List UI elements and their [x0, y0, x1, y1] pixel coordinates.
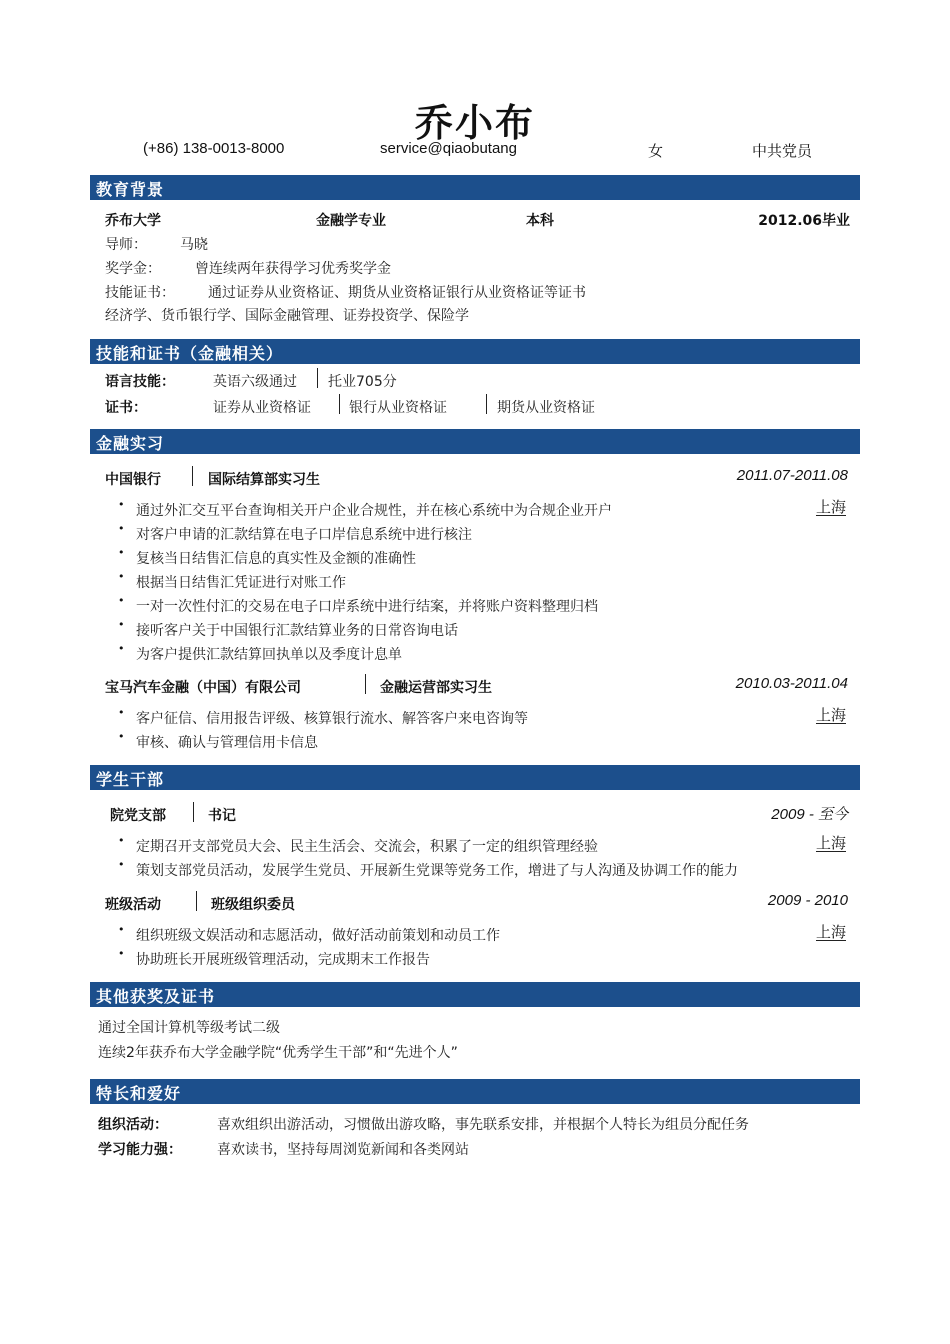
cadre-role: 班级组织委员: [211, 897, 295, 913]
language-skill-1: 英语六级通过: [213, 374, 297, 390]
list-item: 为客户提供汇款结算回执单以及季度计息单: [136, 647, 402, 663]
bullet-icon: •: [118, 522, 125, 535]
cadre-org: 院党支部: [110, 808, 166, 824]
political-status: 中共党员: [752, 142, 813, 160]
internship-location: 上海: [815, 706, 846, 724]
cert-label: 技能证书：: [105, 285, 175, 301]
degree: 本科: [526, 213, 554, 229]
email-address: service@qiaobutang: [380, 140, 517, 157]
scholarship-text: 曾连续两年获得学习优秀奖学金: [195, 261, 391, 277]
hobby-label: 组织活动：: [98, 1117, 168, 1133]
resume-name: 乔小布: [414, 100, 535, 145]
hobby-label: 学习能力强：: [98, 1142, 182, 1158]
bullet-icon: •: [118, 706, 125, 719]
certificate-2: 银行从业资格证: [349, 400, 447, 416]
advisor-name: 马晓: [180, 237, 208, 253]
bullet-icon: •: [118, 947, 125, 960]
cert-text: 通过证券从业资格证、期货从业资格证银行从业资格证等证书: [208, 285, 586, 301]
bullet-icon: •: [118, 570, 125, 583]
section-bar-education: [90, 175, 860, 200]
separator: [193, 802, 194, 822]
internship-location: 上海: [815, 498, 846, 516]
bullet-icon: •: [118, 834, 125, 847]
list-item: 根据当日结售汇凭证进行对账工作: [136, 575, 346, 591]
list-item: 复核当日结售汇信息的真实性及金额的准确性: [136, 551, 416, 567]
cadre-location: 上海: [815, 834, 846, 852]
graduation-date: 2012.06毕业: [758, 213, 850, 229]
internship-role: 国际结算部实习生: [208, 472, 320, 488]
separator: [192, 466, 193, 486]
bullet-icon: •: [118, 730, 125, 743]
award-item: 连续2年获乔布大学金融学院“优秀学生干部”和“先进个人”: [98, 1045, 458, 1061]
school-name: 乔布大学: [105, 213, 161, 229]
internship-org: 中国银行: [105, 472, 161, 488]
separator: [365, 674, 366, 694]
section-bar-awards: [90, 982, 860, 1007]
internship-date: 2010.03-2011.04: [735, 675, 848, 692]
cadre-org: 班级活动: [105, 897, 161, 913]
list-item: 审核、确认与管理信用卡信息: [136, 735, 318, 751]
certificates-label: 证书：: [105, 400, 147, 416]
language-skills-label: 语言技能：: [105, 374, 175, 390]
bullet-icon: •: [118, 642, 125, 655]
bullet-icon: •: [118, 594, 125, 607]
section-title-education: 教育背景: [96, 180, 165, 199]
bullet-icon: •: [118, 498, 125, 511]
certificate-1: 证券从业资格证: [213, 400, 311, 416]
separator: [196, 891, 197, 911]
list-item: 组织班级文娱活动和志愿活动，做好活动前策划和动员工作: [136, 928, 500, 944]
award-item: 通过全国计算机等级考试二级: [98, 1020, 280, 1036]
section-bar-cadre: [90, 765, 860, 790]
list-item: 对客户申请的汇款结算在电子口岸信息系统中进行核注: [136, 527, 472, 543]
section-bar-skills: [90, 339, 860, 364]
bullet-icon: •: [118, 923, 125, 936]
list-item: 一对一次性付汇的交易在电子口岸系统中进行结案，并将账户资料整理归档: [136, 599, 598, 615]
list-item: 客户征信、信用报告评级、核算银行流水、解答客户来电咨询等: [136, 711, 528, 727]
internship-date: 2011.07-2011.08: [736, 467, 848, 484]
separator: [486, 394, 487, 414]
section-title-cadre: 学生干部: [96, 770, 165, 789]
cadre-date: 2009 - 2010: [767, 892, 848, 909]
hobby-text: 喜欢组织出游活动，习惯做出游攻略，事先联系安排，并根据个人特长为组员分配任务: [217, 1117, 749, 1133]
bullet-icon: •: [118, 546, 125, 559]
list-item: 策划支部党员活动，发展学生党员、开展新生党课等党务工作，增进了与人沟通及协调工作的能力: [136, 863, 738, 879]
cadre-date: 2009 - 至今: [771, 806, 848, 823]
separator: [317, 368, 318, 388]
phone-number: (+86) 138-0013-8000: [143, 140, 285, 157]
internship-role: 金融运营部实习生: [380, 680, 492, 696]
advisor-label: 导师：: [105, 237, 147, 253]
section-title-skills: 技能和证书（金融相关）: [96, 344, 284, 363]
section-title-hobbies: 特长和爱好: [96, 1084, 182, 1103]
section-title-awards: 其他获奖及证书: [96, 987, 216, 1006]
bullet-icon: •: [118, 858, 125, 871]
gender: 女: [648, 142, 664, 160]
language-skill-2: 托业705分: [328, 374, 397, 390]
scholarship-label: 奖学金：: [105, 261, 161, 277]
courses: 经济学、货币银行学、国际金融管理、证券投资学、保险学: [105, 308, 469, 324]
list-item: 接听客户关于中国银行汇款结算业务的日常咨询电话: [136, 623, 458, 639]
list-item: 协助班长开展班级管理活动，完成期末工作报告: [136, 952, 430, 968]
list-item: 定期召开支部党员大会、民主生活会、交流会，积累了一定的组织管理经验: [136, 839, 598, 855]
section-bar-internship: [90, 429, 860, 454]
certificate-3: 期货从业资格证: [497, 400, 595, 416]
internship-org: 宝马汽车金融（中国）有限公司: [105, 680, 301, 696]
hobby-text: 喜欢读书，坚持每周浏览新闻和各类网站: [217, 1142, 469, 1158]
list-item: 通过外汇交互平台查询相关开户企业合规性，并在核心系统中为合规企业开户: [136, 503, 612, 519]
section-title-internship: 金融实习: [96, 434, 165, 453]
major: 金融学专业: [316, 213, 386, 229]
section-bar-hobbies: [90, 1079, 860, 1104]
cadre-role: 书记: [208, 808, 236, 824]
separator: [339, 394, 340, 414]
bullet-icon: •: [118, 618, 125, 631]
cadre-location: 上海: [815, 923, 846, 941]
